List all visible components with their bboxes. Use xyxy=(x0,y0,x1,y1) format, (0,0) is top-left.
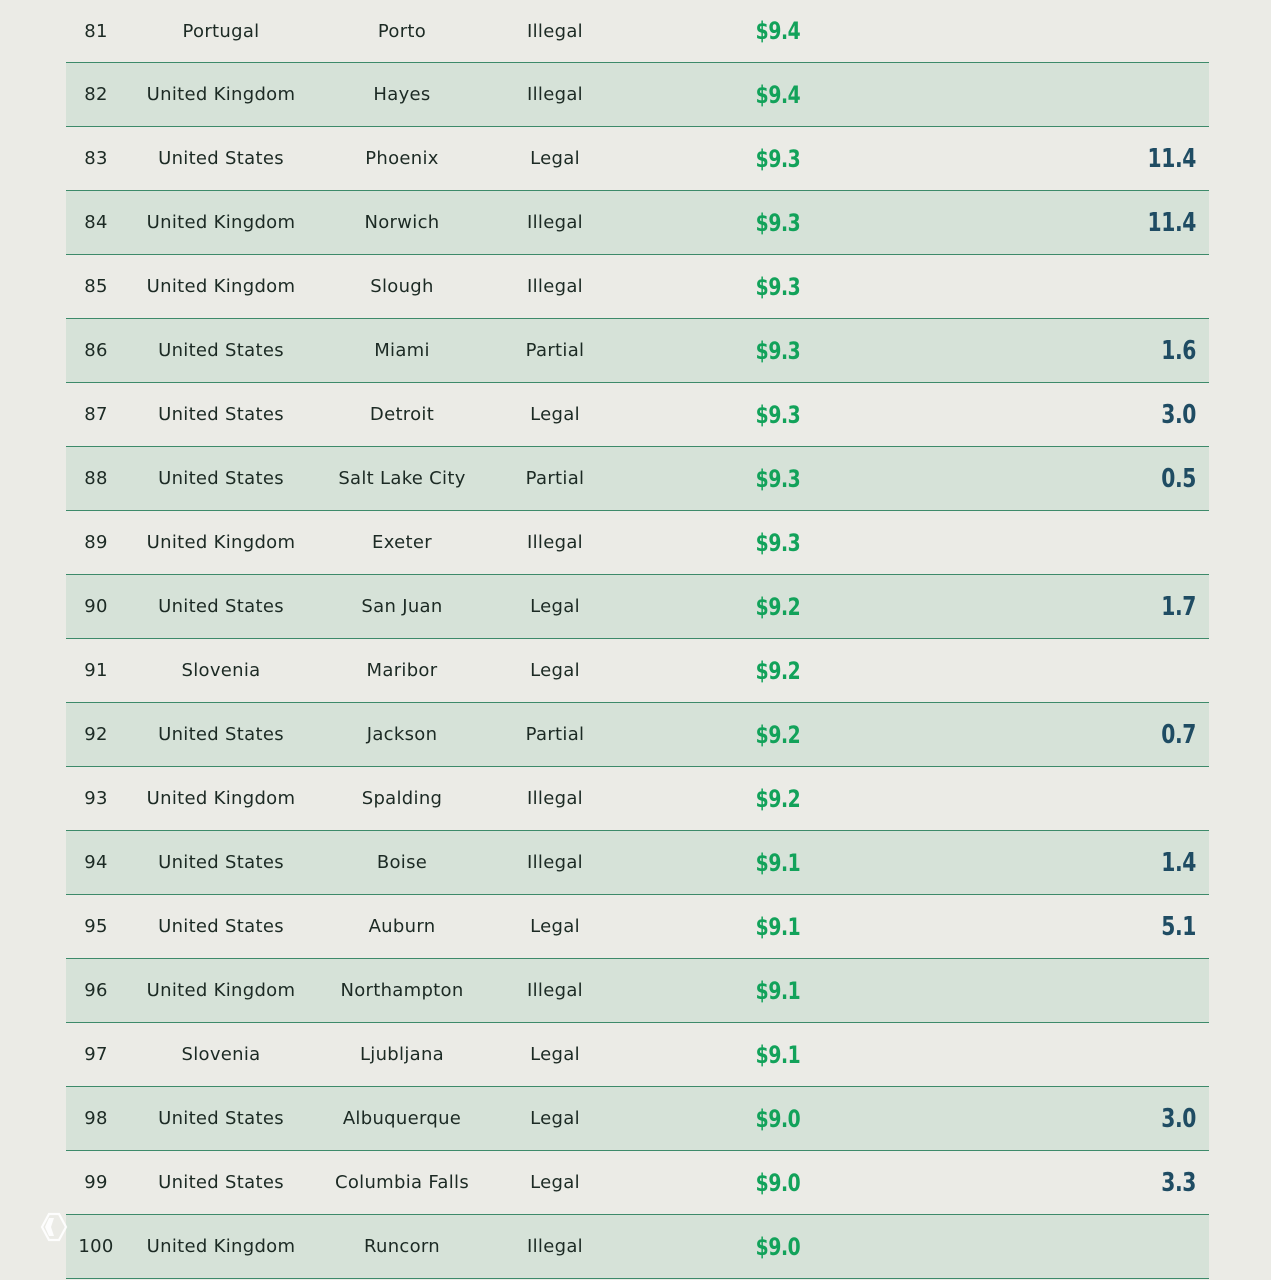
rank-cell: 84 xyxy=(84,212,108,233)
status-cell: Partial xyxy=(525,340,585,361)
country-cell: United States xyxy=(158,852,284,873)
value-cell: 11.4 xyxy=(1147,207,1196,238)
price-cell: $9.2 xyxy=(755,720,801,749)
city-cell: Boise xyxy=(376,852,428,873)
value-cell: 11.4 xyxy=(1147,143,1196,174)
country-cell: United Kingdom xyxy=(146,212,296,233)
city-cell: Albuquerque xyxy=(342,1108,462,1129)
price-cell: $9.2 xyxy=(755,592,801,621)
status-cell: Illegal xyxy=(527,212,583,233)
rank-cell: 81 xyxy=(84,20,108,42)
value-cell xyxy=(1110,511,1196,574)
price-cell: $9.0 xyxy=(755,1104,801,1133)
country-cell: United States xyxy=(158,340,284,361)
price-cell: $9.0 xyxy=(755,1168,801,1197)
status-cell: Legal xyxy=(530,916,580,937)
country-cell: United States xyxy=(158,468,284,489)
rank-cell: 91 xyxy=(84,660,108,681)
price-cell: $9.1 xyxy=(755,912,801,941)
price-cell: $9.0 xyxy=(755,1232,801,1261)
country-cell: United Kingdom xyxy=(146,532,296,553)
table-row xyxy=(66,575,1209,639)
status-cell: Legal xyxy=(530,596,580,617)
table-row xyxy=(66,511,1209,575)
price-cell: $9.3 xyxy=(755,272,801,301)
country-cell: United States xyxy=(158,148,284,169)
price-cell: $9.3 xyxy=(755,144,801,173)
city-cell: Salt Lake City xyxy=(338,468,466,489)
city-cell: Northampton xyxy=(340,980,464,1001)
ranking-table xyxy=(66,0,1209,1279)
status-cell: Illegal xyxy=(527,852,583,873)
country-cell: United Kingdom xyxy=(146,788,296,809)
country-cell: United Kingdom xyxy=(146,84,296,105)
status-cell: Illegal xyxy=(527,84,583,105)
status-cell: Illegal xyxy=(527,980,583,1001)
status-cell: Legal xyxy=(530,1044,580,1065)
rank-cell: 98 xyxy=(84,1108,108,1129)
status-cell: Illegal xyxy=(527,20,583,42)
table-row xyxy=(66,127,1209,191)
status-cell: Partial xyxy=(525,468,585,489)
rank-cell: 94 xyxy=(84,852,108,873)
city-cell: San Juan xyxy=(361,596,443,617)
table-row xyxy=(66,1215,1209,1279)
price-cell: $9.2 xyxy=(755,656,801,685)
country-cell: United States xyxy=(158,404,284,425)
price-cell: $9.4 xyxy=(755,80,801,109)
value-cell: 0.7 xyxy=(1161,719,1196,750)
rank-cell: 86 xyxy=(84,340,108,361)
city-cell: Miami xyxy=(374,340,430,361)
price-cell: $9.4 xyxy=(755,17,801,45)
country-cell: United States xyxy=(158,916,284,937)
city-cell: Runcorn xyxy=(363,1236,441,1257)
rank-cell: 99 xyxy=(84,1172,108,1193)
value-cell: 3.0 xyxy=(1161,1103,1196,1134)
price-cell: $9.3 xyxy=(755,208,801,237)
table-row xyxy=(66,319,1209,383)
rank-cell: 89 xyxy=(84,532,108,553)
table-row xyxy=(66,0,1209,63)
city-cell: Spalding xyxy=(361,788,443,809)
rank-cell: 87 xyxy=(84,404,108,425)
rank-cell: 95 xyxy=(84,916,108,937)
price-cell: $9.3 xyxy=(755,400,801,429)
price-cell: $9.3 xyxy=(755,464,801,493)
status-cell: Illegal xyxy=(527,788,583,809)
rank-cell: 96 xyxy=(84,980,108,1001)
table-row xyxy=(66,895,1209,959)
country-cell: Slovenia xyxy=(181,1044,261,1065)
rank-cell: 88 xyxy=(84,468,108,489)
rank-cell: 92 xyxy=(84,724,108,745)
table-row xyxy=(66,191,1209,255)
value-cell xyxy=(1110,63,1196,126)
value-cell: 3.3 xyxy=(1161,1167,1196,1198)
value-cell xyxy=(1110,255,1196,318)
table-row xyxy=(66,639,1209,703)
value-cell xyxy=(1110,0,1196,62)
price-cell: $9.3 xyxy=(755,528,801,557)
country-cell: United Kingdom xyxy=(146,980,296,1001)
diamond-logo-icon xyxy=(40,1212,68,1242)
country-cell: United States xyxy=(158,1108,284,1129)
value-cell xyxy=(1110,1023,1196,1086)
price-cell: $9.1 xyxy=(755,1040,801,1069)
city-cell: Norwich xyxy=(364,212,440,233)
country-cell: Slovenia xyxy=(181,660,261,681)
value-cell xyxy=(1110,767,1196,830)
rank-cell: 85 xyxy=(84,276,108,297)
table-row xyxy=(66,255,1209,319)
table-row xyxy=(66,383,1209,447)
country-cell: United States xyxy=(158,596,284,617)
city-cell: Phoenix xyxy=(365,148,439,169)
status-cell: Illegal xyxy=(527,1236,583,1257)
city-cell: Auburn xyxy=(368,916,436,937)
city-cell: Ljubljana xyxy=(359,1044,445,1065)
value-cell: 1.6 xyxy=(1161,335,1196,366)
value-cell: 1.7 xyxy=(1161,591,1196,622)
status-cell: Legal xyxy=(530,1108,580,1129)
country-cell: United Kingdom xyxy=(146,276,296,297)
table-row xyxy=(66,831,1209,895)
value-cell xyxy=(1110,1215,1196,1278)
city-cell: Exeter xyxy=(372,532,432,553)
value-cell: 0.5 xyxy=(1161,463,1196,494)
value-cell xyxy=(1110,639,1196,702)
country-cell: United Kingdom xyxy=(146,1236,296,1257)
price-cell: $9.2 xyxy=(755,784,801,813)
rank-cell: 97 xyxy=(84,1044,108,1065)
status-cell: Illegal xyxy=(527,532,583,553)
price-cell: $9.1 xyxy=(755,848,801,877)
table-row xyxy=(66,447,1209,511)
status-cell: Legal xyxy=(530,1172,580,1193)
value-cell: 5.1 xyxy=(1161,911,1196,942)
table-row xyxy=(66,703,1209,767)
table-row xyxy=(66,767,1209,831)
status-cell: Illegal xyxy=(527,276,583,297)
city-cell: Slough xyxy=(370,276,434,297)
city-cell: Porto xyxy=(377,20,427,42)
price-cell: $9.3 xyxy=(755,336,801,365)
city-cell: Jackson xyxy=(366,724,438,745)
table-row xyxy=(66,959,1209,1023)
country-cell: Portugal xyxy=(182,20,260,42)
table-row xyxy=(66,1151,1209,1215)
table-row xyxy=(66,1023,1209,1087)
rank-cell: 93 xyxy=(84,788,108,809)
value-cell: 1.4 xyxy=(1161,847,1196,878)
rank-cell: 90 xyxy=(84,596,108,617)
city-cell: Columbia Falls xyxy=(334,1172,469,1193)
price-cell: $9.1 xyxy=(755,976,801,1005)
status-cell: Legal xyxy=(530,148,580,169)
status-cell: Partial xyxy=(525,724,585,745)
value-cell: 3.0 xyxy=(1161,399,1196,430)
status-cell: Legal xyxy=(530,404,580,425)
city-cell: Hayes xyxy=(373,84,431,105)
rank-cell: 83 xyxy=(84,148,108,169)
rank-cell: 82 xyxy=(84,84,108,105)
city-cell: Detroit xyxy=(369,404,435,425)
table-row xyxy=(66,63,1209,127)
country-cell: United States xyxy=(158,1172,284,1193)
city-cell: Maribor xyxy=(366,660,438,681)
country-cell: United States xyxy=(158,724,284,745)
status-cell: Legal xyxy=(530,660,580,681)
value-cell xyxy=(1110,959,1196,1022)
rank-cell: 100 xyxy=(78,1236,114,1257)
table-row xyxy=(66,1087,1209,1151)
